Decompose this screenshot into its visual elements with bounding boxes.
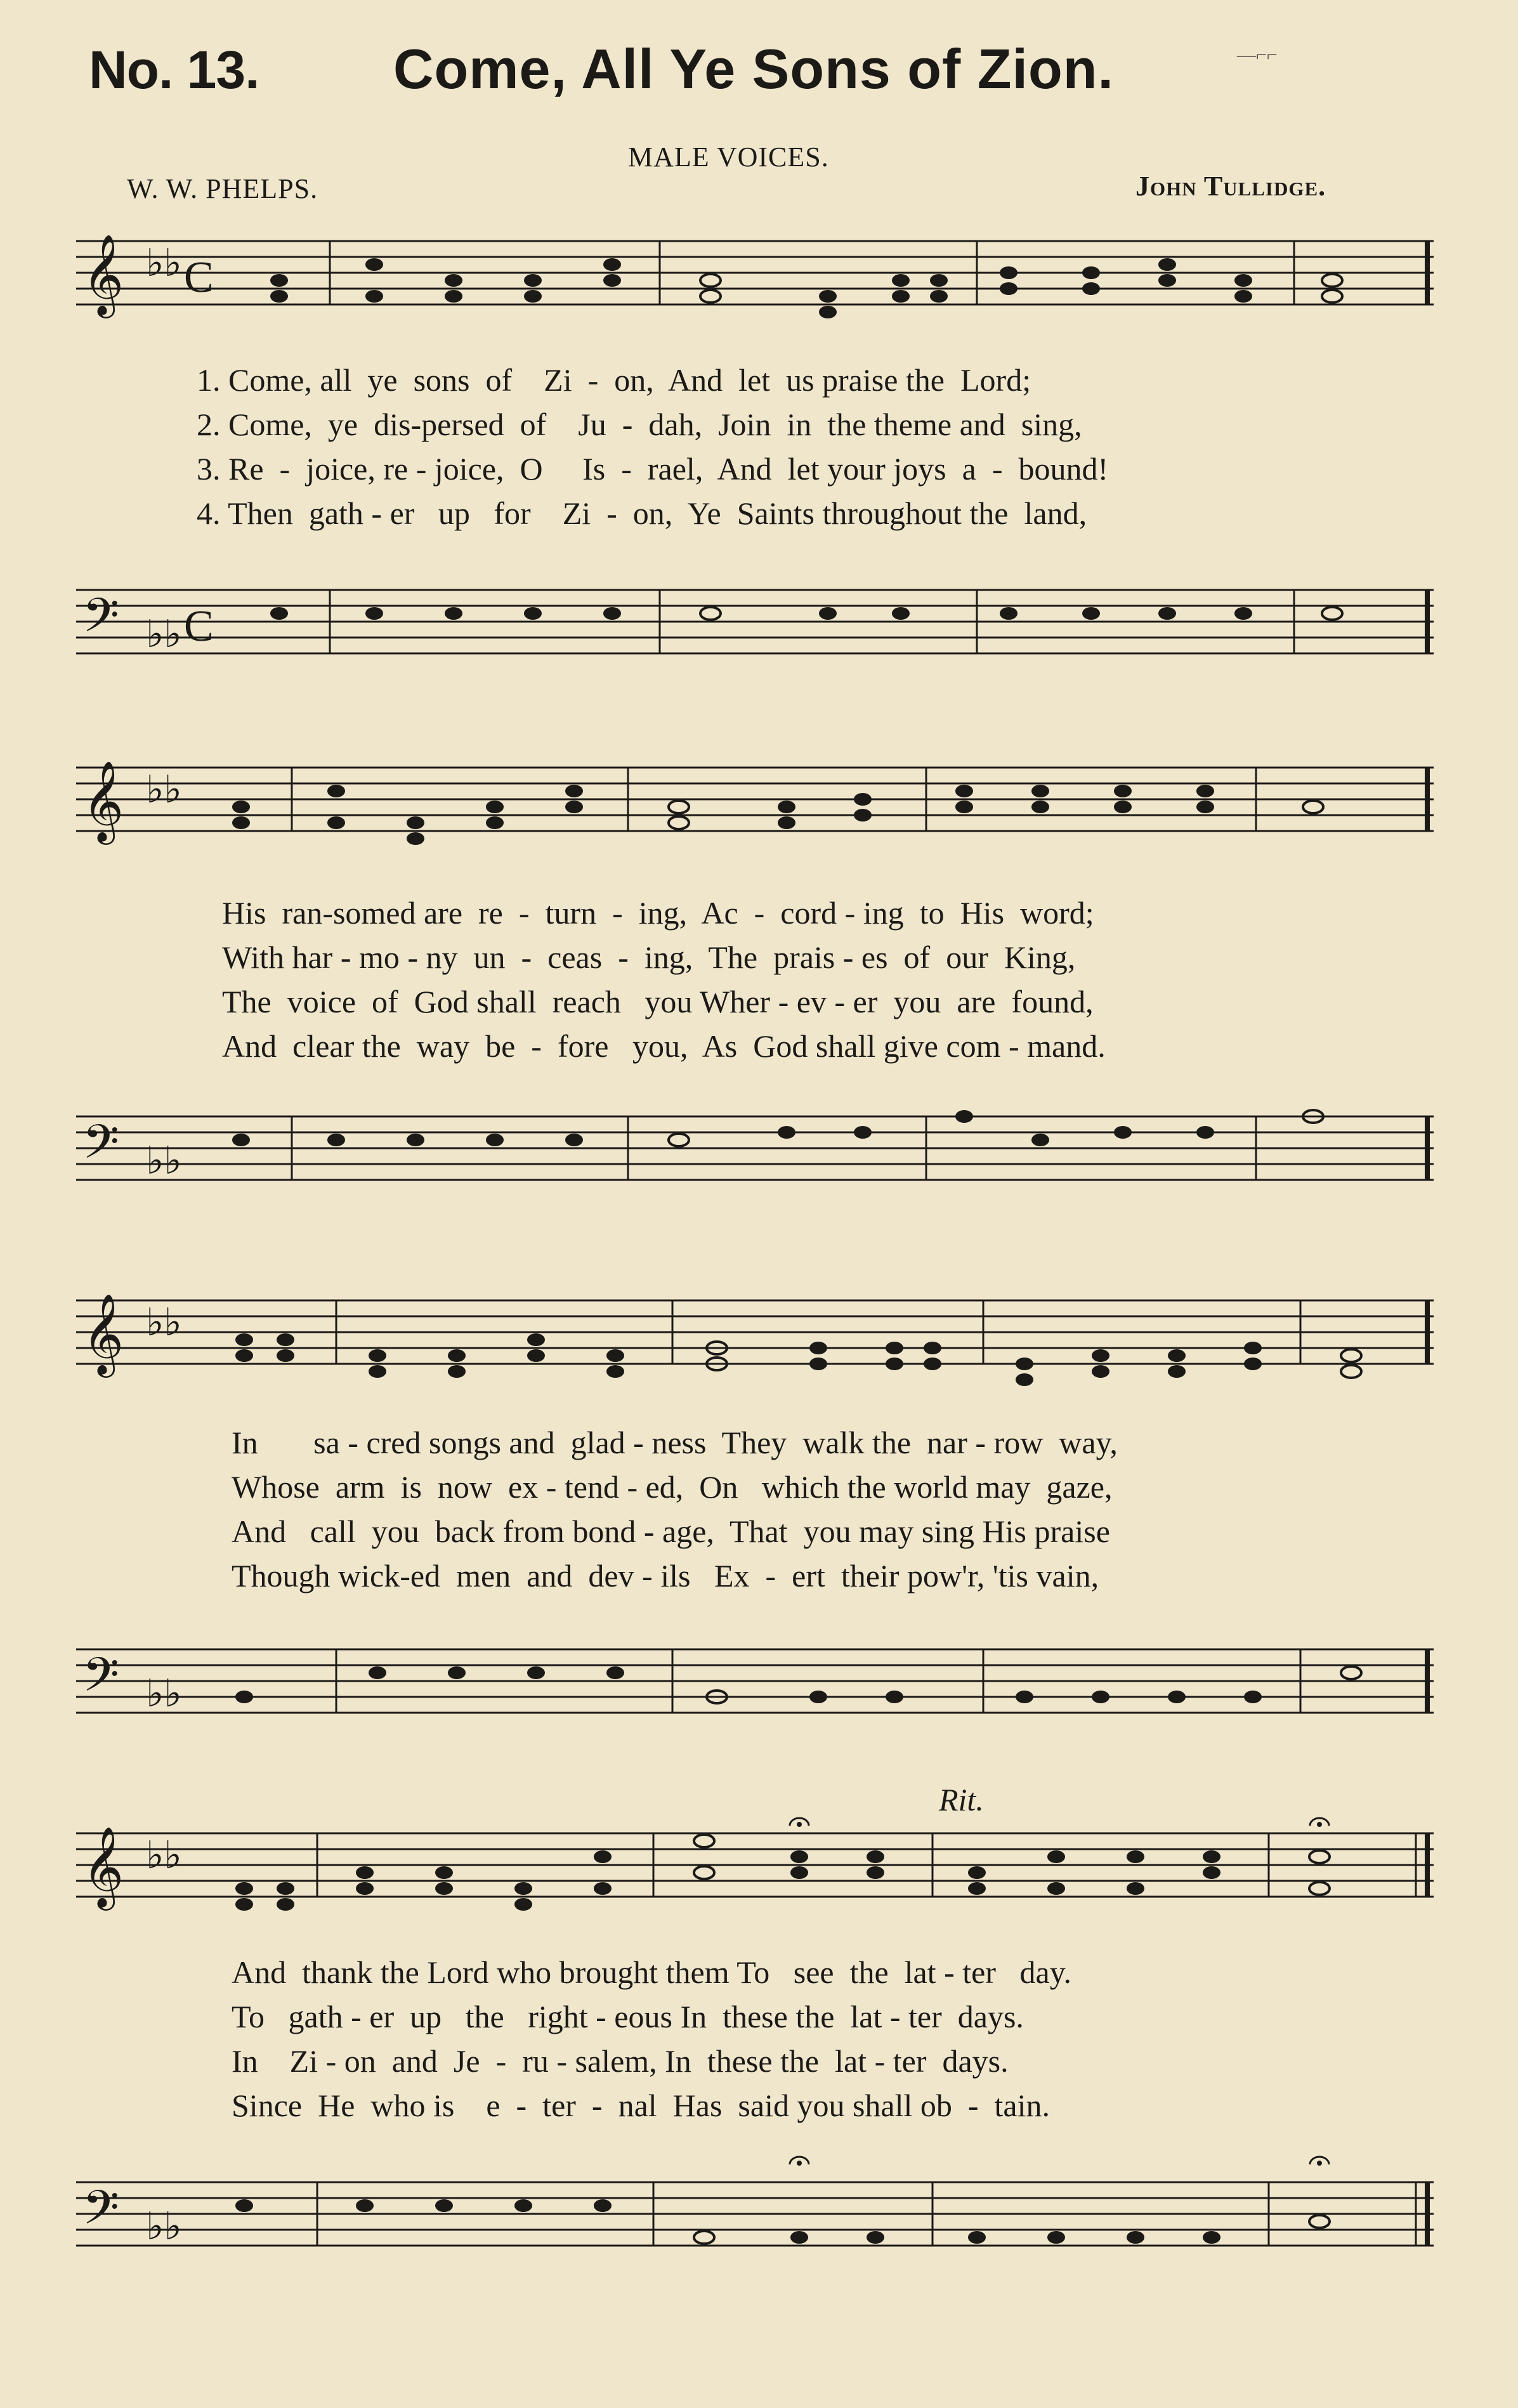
hymn-number: No. 13. [89, 40, 259, 100]
svg-text:𝄢: 𝄢 [82, 588, 119, 655]
bass-staff-system-4 [76, 2150, 1440, 2271]
lyric-line: 2. Come, ye dis-persed of Ju - dah, Join in the theme and sing, [197, 407, 1082, 442]
lyric-line: To gath - er up the right - eous In these the lat - ter days. [232, 1999, 1024, 2034]
svg-text:𝄞: 𝄞 [82, 760, 124, 841]
treble-staff-system-3 [76, 1288, 1440, 1389]
svg-text:♭♭: ♭♭ [146, 1302, 182, 1344]
treble-staff-system-4 [76, 1814, 1440, 1922]
corner-mark: —⌐⌐ [1237, 44, 1278, 65]
ritardando-marking: Rit. [939, 1782, 984, 1817]
composer-credit: John Tullidge. [1135, 171, 1326, 202]
lyric-line: And thank the Lord who brought them To see the lat - ter day. [232, 1954, 1071, 1990]
svg-text:C: C [184, 602, 214, 651]
svg-text:𝄞: 𝄞 [82, 1293, 124, 1374]
treble-staff-system-1 [76, 228, 1440, 330]
svg-text:C: C [184, 253, 214, 302]
svg-text:♭♭: ♭♭ [146, 1140, 182, 1182]
lyric-line: Whose arm is now ex - tend - ed, On which the world may gaze, [232, 1469, 1113, 1505]
svg-text:𝄢: 𝄢 [82, 1647, 119, 1714]
svg-text:𝄞: 𝄞 [82, 1826, 124, 1907]
author-credit: W. W. PHELPS. [127, 173, 318, 204]
svg-text:♭♭: ♭♭ [146, 1673, 182, 1715]
voices-label: MALE VOICES. [628, 141, 829, 173]
lyric-line: 3. Re - joice, re - joice, O Is - rael, And let your joys a - bound! [197, 451, 1109, 487]
hymn-title: Come, All Ye Sons of Zion. [393, 37, 1114, 100]
lyric-line: Since He who is e - ter - nal Has said you shall ob - tain. [232, 2088, 1050, 2123]
svg-text:𝄢: 𝄢 [82, 1115, 119, 1181]
svg-text:𝄞: 𝄞 [82, 233, 124, 315]
bass-staff-system-3 [76, 1637, 1440, 1732]
lyric-line: 1. Come, all ye sons of Zi - on, And let us praise the Lord; [197, 362, 1031, 398]
bass-staff-system-1 [76, 577, 1440, 672]
lyric-line: His ran-somed are re - turn - ing, Ac - cord - ing to His word; [222, 895, 1094, 931]
lyric-line: In sa - cred songs and glad - ness They walk the nar - row way, [232, 1425, 1118, 1460]
svg-text:♭♭: ♭♭ [146, 2206, 182, 2248]
lyric-line: In Zi - on and Je - ru - salem, In these the lat - ter days. [232, 2043, 1009, 2079]
lyric-line: The voice of God shall reach you Wher - ev - er you are found, [222, 984, 1094, 1019]
svg-text:♭♭: ♭♭ [146, 769, 182, 811]
lyric-line: With har - mo - ny un - ceas - ing, The prais - es of our King, [222, 939, 1076, 975]
lyric-line: And clear the way be - fore you, As God shall give com - mand. [222, 1028, 1106, 1064]
svg-text:♭♭: ♭♭ [146, 1835, 182, 1876]
svg-text:♭♭: ♭♭ [146, 242, 182, 284]
treble-staff-system-2 [76, 755, 1440, 856]
lyric-line: Though wick-ed men and dev - ils Ex - ert their pow'r, 'tis vain, [232, 1558, 1099, 1593]
svg-text:𝄢: 𝄢 [82, 2180, 119, 2247]
svg-text:♭♭: ♭♭ [146, 613, 182, 655]
bass-staff-system-2 [76, 1104, 1440, 1199]
lyric-line: And call you back from bond - age, That you may sing His praise [232, 1514, 1110, 1549]
lyric-line: 4. Then gath - er up for Zi - on, Ye Saints throughout the land, [197, 495, 1087, 531]
